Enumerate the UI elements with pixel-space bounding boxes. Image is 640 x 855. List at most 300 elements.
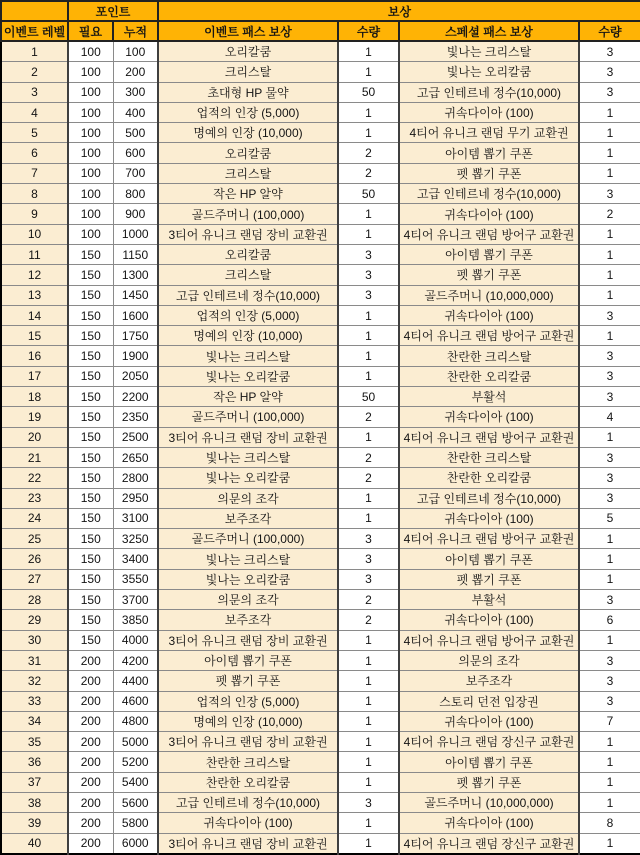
level-cell: 3 xyxy=(1,82,68,102)
points-need-cell: 100 xyxy=(68,184,113,204)
points-cumulative-cell: 300 xyxy=(113,82,158,102)
table-header xyxy=(1,1,640,41)
points-cumulative-cell: 1450 xyxy=(113,285,158,305)
points-need-cell: 200 xyxy=(68,813,113,833)
column-header-row xyxy=(1,21,640,41)
special-qty-cell: 1 xyxy=(579,123,640,143)
event-qty-cell: 2 xyxy=(338,468,399,488)
event-qty-cell: 1 xyxy=(338,326,399,346)
points-need-cell: 150 xyxy=(68,630,113,650)
event-reward-cell: 작은 HP 알약 xyxy=(158,387,338,407)
level-cell: 9 xyxy=(1,204,68,224)
event-reward-cell: 업적의 인장 (5,000) xyxy=(158,305,338,325)
special-reward-cell: 찬란한 오리칼쿰 xyxy=(399,366,579,386)
event-reward-cell: 3티어 유니크 랜덤 장비 교환권 xyxy=(158,630,338,650)
points-cumulative-cell: 500 xyxy=(113,123,158,143)
level-cell: 26 xyxy=(1,549,68,569)
special-qty-cell: 1 xyxy=(579,285,640,305)
special-reward-cell: 펫 뽑기 쿠폰 xyxy=(399,569,579,589)
table-row xyxy=(1,732,640,752)
event-reward-cell: 명예의 인장 (10,000) xyxy=(158,711,338,731)
points-need-cell: 150 xyxy=(68,508,113,528)
points-cumulative-cell: 1600 xyxy=(113,305,158,325)
special-reward-cell: 펫 뽑기 쿠폰 xyxy=(399,163,579,183)
event-reward-cell: 업적의 인장 (5,000) xyxy=(158,691,338,711)
event-reward-cell: 3티어 유니크 랜덤 장비 교환권 xyxy=(158,833,338,854)
special-qty-cell: 1 xyxy=(579,244,640,264)
event-reward-cell: 3티어 유니크 랜덤 장비 교환권 xyxy=(158,224,338,244)
points-need-cell: 200 xyxy=(68,752,113,772)
special-qty-cell: 1 xyxy=(579,792,640,812)
points-need-cell: 100 xyxy=(68,204,113,224)
points-need-cell: 150 xyxy=(68,590,113,610)
special-qty-cell: 3 xyxy=(579,82,640,102)
table-row xyxy=(1,671,640,691)
points-cumulative-cell: 1750 xyxy=(113,326,158,346)
special-reward-cell: 귀속다이아 (100) xyxy=(399,102,579,122)
table-row xyxy=(1,610,640,630)
level-cell: 40 xyxy=(1,833,68,854)
table-row xyxy=(1,691,640,711)
special-reward-cell: 빛나는 오리칼쿰 xyxy=(399,62,579,82)
points-cumulative-cell: 700 xyxy=(113,163,158,183)
special-reward-cell: 귀속다이아 (100) xyxy=(399,610,579,630)
event-reward-cell: 초대형 HP 물약 xyxy=(158,82,338,102)
event-qty-cell: 3 xyxy=(338,244,399,264)
special-qty-cell: 7 xyxy=(579,711,640,731)
event-reward-cell: 고급 인테르네 정수(10,000) xyxy=(158,792,338,812)
special-reward-cell: 펫 뽑기 쿠폰 xyxy=(399,265,579,285)
points-cumulative-cell: 1150 xyxy=(113,244,158,264)
table-row xyxy=(1,346,640,366)
event-qty-cell: 3 xyxy=(338,549,399,569)
points-cumulative-cell: 4400 xyxy=(113,671,158,691)
group-header-row xyxy=(1,1,640,21)
special-reward-cell: 귀속다이아 (100) xyxy=(399,508,579,528)
points-cumulative-cell: 1000 xyxy=(113,224,158,244)
table-row xyxy=(1,82,640,102)
special-qty-cell: 1 xyxy=(579,224,640,244)
event-qty-cell: 1 xyxy=(338,123,399,143)
event-qty-cell: 1 xyxy=(338,204,399,224)
event-reward-cell: 찬란한 크리스탈 xyxy=(158,752,338,772)
event-reward-cell: 골드주머니 (100,000) xyxy=(158,204,338,224)
points-need-cell: 200 xyxy=(68,792,113,812)
table-row xyxy=(1,326,640,346)
points-need-cell: 150 xyxy=(68,529,113,549)
event-qty-cell: 1 xyxy=(338,346,399,366)
special-qty-cell: 3 xyxy=(579,305,640,325)
event-qty-cell: 1 xyxy=(338,813,399,833)
level-cell: 8 xyxy=(1,184,68,204)
points-cumulative-cell: 2200 xyxy=(113,387,158,407)
event-reward-cell: 크리스탈 xyxy=(158,163,338,183)
points-need-cell: 200 xyxy=(68,711,113,731)
special-qty-cell: 1 xyxy=(579,163,640,183)
special-reward-cell: 고급 인테르네 정수(10,000) xyxy=(399,488,579,508)
special-qty-cell: 3 xyxy=(579,468,640,488)
special-reward-cell: 4티어 유니크 랜덤 방어구 교환권 xyxy=(399,326,579,346)
table-row xyxy=(1,529,640,549)
event-qty-cell: 50 xyxy=(338,82,399,102)
special-qty-cell: 3 xyxy=(579,488,640,508)
special-reward-cell: 4티어 유니크 랜덤 장신구 교환권 xyxy=(399,732,579,752)
points-need-cell: 150 xyxy=(68,427,113,447)
special-qty-cell: 1 xyxy=(579,833,640,854)
points-cumulative-cell: 2950 xyxy=(113,488,158,508)
event-qty-cell: 1 xyxy=(338,772,399,792)
table-row xyxy=(1,549,640,569)
event-reward-cell: 3티어 유니크 랜덤 장비 교환권 xyxy=(158,427,338,447)
special-reward-cell: 아이템 뽑기 쿠폰 xyxy=(399,143,579,163)
points-need-cell: 100 xyxy=(68,62,113,82)
points-need-cell: 150 xyxy=(68,468,113,488)
special-reward-cell: 찬란한 크리스탈 xyxy=(399,447,579,467)
table-row xyxy=(1,508,640,528)
points-cumulative-cell: 800 xyxy=(113,184,158,204)
level-cell: 34 xyxy=(1,711,68,731)
event-reward-cell: 빛나는 오리칼쿰 xyxy=(158,569,338,589)
event-qty-cell: 1 xyxy=(338,102,399,122)
level-cell: 16 xyxy=(1,346,68,366)
points-need-cell: 150 xyxy=(68,569,113,589)
level-cell: 12 xyxy=(1,265,68,285)
event-reward-cell: 빛나는 크리스탈 xyxy=(158,346,338,366)
event-reward-cell: 오리칼쿰 xyxy=(158,244,338,264)
points-cumulative-cell: 1300 xyxy=(113,265,158,285)
table-row xyxy=(1,62,640,82)
level-cell: 36 xyxy=(1,752,68,772)
event-qty-cell: 1 xyxy=(338,833,399,854)
event-qty-cell: 1 xyxy=(338,650,399,670)
level-cell: 35 xyxy=(1,732,68,752)
level-cell: 24 xyxy=(1,508,68,528)
points-cumulative-cell: 3550 xyxy=(113,569,158,589)
points-cumulative-cell: 1900 xyxy=(113,346,158,366)
special-reward-cell: 고급 인테르네 정수(10,000) xyxy=(399,82,579,102)
event-reward-cell: 오리칼쿰 xyxy=(158,41,338,62)
event-qty-cell: 1 xyxy=(338,427,399,447)
event-qty-cell: 1 xyxy=(338,41,399,62)
points-need-cell: 150 xyxy=(68,366,113,386)
table-row xyxy=(1,792,640,812)
points-need-cell: 200 xyxy=(68,691,113,711)
points-need-cell: 100 xyxy=(68,82,113,102)
level-cell: 33 xyxy=(1,691,68,711)
special-reward-cell: 아이템 뽑기 쿠폰 xyxy=(399,752,579,772)
col-header-cumulative: 누적 xyxy=(113,21,158,41)
event-reward-cell: 빛나는 크리스탈 xyxy=(158,549,338,569)
table-row xyxy=(1,224,640,244)
points-need-cell: 200 xyxy=(68,732,113,752)
points-cumulative-cell: 4600 xyxy=(113,691,158,711)
event-qty-cell: 50 xyxy=(338,387,399,407)
event-reward-cell: 찬란한 오리칼쿰 xyxy=(158,772,338,792)
points-cumulative-cell: 900 xyxy=(113,204,158,224)
special-qty-cell: 1 xyxy=(579,427,640,447)
table-row xyxy=(1,650,640,670)
level-cell: 39 xyxy=(1,813,68,833)
event-reward-cell: 골드주머니 (100,000) xyxy=(158,529,338,549)
points-cumulative-cell: 3850 xyxy=(113,610,158,630)
event-qty-cell: 1 xyxy=(338,366,399,386)
points-need-cell: 150 xyxy=(68,285,113,305)
table-row xyxy=(1,305,640,325)
special-qty-cell: 1 xyxy=(579,732,640,752)
points-cumulative-cell: 200 xyxy=(113,62,158,82)
event-qty-cell: 3 xyxy=(338,529,399,549)
special-reward-cell: 귀속다이아 (100) xyxy=(399,204,579,224)
special-qty-cell: 3 xyxy=(579,41,640,62)
points-cumulative-cell: 600 xyxy=(113,143,158,163)
level-cell: 17 xyxy=(1,366,68,386)
special-reward-cell: 스토리 던전 입장권 xyxy=(399,691,579,711)
special-qty-cell: 3 xyxy=(579,650,640,670)
table-row xyxy=(1,752,640,772)
special-qty-cell: 4 xyxy=(579,407,640,427)
special-reward-cell: 펫 뽑기 쿠폰 xyxy=(399,772,579,792)
event-reward-cell: 크리스탈 xyxy=(158,62,338,82)
points-need-cell: 150 xyxy=(68,387,113,407)
points-cumulative-cell: 2500 xyxy=(113,427,158,447)
special-qty-cell: 3 xyxy=(579,447,640,467)
event-reward-cell: 명예의 인장 (10,000) xyxy=(158,326,338,346)
level-cell: 25 xyxy=(1,529,68,549)
level-cell: 23 xyxy=(1,488,68,508)
table-row xyxy=(1,204,640,224)
special-reward-cell: 4티어 유니크 랜덤 방어구 교환권 xyxy=(399,427,579,447)
table-row xyxy=(1,468,640,488)
table-row xyxy=(1,407,640,427)
event-qty-cell: 2 xyxy=(338,447,399,467)
points-cumulative-cell: 400 xyxy=(113,102,158,122)
points-need-cell: 150 xyxy=(68,265,113,285)
points-need-cell: 200 xyxy=(68,772,113,792)
event-reward-cell: 의문의 조각 xyxy=(158,590,338,610)
points-need-cell: 100 xyxy=(68,143,113,163)
special-reward-cell: 귀속다이아 (100) xyxy=(399,305,579,325)
reward-table-body xyxy=(1,41,640,854)
special-reward-cell: 4티어 유니크 랜덤 방어구 교환권 xyxy=(399,529,579,549)
col-header-need: 필요 xyxy=(68,21,113,41)
points-need-cell: 150 xyxy=(68,447,113,467)
event-qty-cell: 2 xyxy=(338,143,399,163)
event-qty-cell: 1 xyxy=(338,508,399,528)
level-cell: 28 xyxy=(1,590,68,610)
points-need-cell: 150 xyxy=(68,244,113,264)
level-cell: 38 xyxy=(1,792,68,812)
special-qty-cell: 1 xyxy=(579,569,640,589)
points-need-cell: 200 xyxy=(68,671,113,691)
table-row xyxy=(1,711,640,731)
special-qty-cell: 6 xyxy=(579,610,640,630)
special-reward-cell: 아이템 뽑기 쿠폰 xyxy=(399,244,579,264)
level-cell: 21 xyxy=(1,447,68,467)
event-qty-cell: 1 xyxy=(338,671,399,691)
points-cumulative-cell: 6000 xyxy=(113,833,158,854)
event-reward-cell: 업적의 인장 (5,000) xyxy=(158,102,338,122)
table-row xyxy=(1,163,640,183)
points-cumulative-cell: 5000 xyxy=(113,732,158,752)
special-qty-cell: 1 xyxy=(579,529,640,549)
table-row xyxy=(1,102,640,122)
special-reward-cell: 귀속다이아 (100) xyxy=(399,813,579,833)
table-row xyxy=(1,833,640,854)
level-cell: 11 xyxy=(1,244,68,264)
special-qty-cell: 3 xyxy=(579,671,640,691)
special-reward-cell: 부활석 xyxy=(399,387,579,407)
special-qty-cell: 1 xyxy=(579,630,640,650)
event-reward-cell: 작은 HP 알약 xyxy=(158,184,338,204)
points-cumulative-cell: 3100 xyxy=(113,508,158,528)
level-cell: 10 xyxy=(1,224,68,244)
special-reward-cell: 부활석 xyxy=(399,590,579,610)
special-reward-cell: 골드주머니 (10,000,000) xyxy=(399,792,579,812)
table-row xyxy=(1,184,640,204)
special-qty-cell: 3 xyxy=(579,184,640,204)
points-cumulative-cell: 5800 xyxy=(113,813,158,833)
level-cell: 19 xyxy=(1,407,68,427)
level-cell: 30 xyxy=(1,630,68,650)
points-need-cell: 150 xyxy=(68,305,113,325)
points-cumulative-cell: 4000 xyxy=(113,630,158,650)
points-need-cell: 150 xyxy=(68,610,113,630)
points-cumulative-cell: 3700 xyxy=(113,590,158,610)
event-qty-cell: 2 xyxy=(338,590,399,610)
event-qty-cell: 1 xyxy=(338,224,399,244)
event-reward-cell: 보주조각 xyxy=(158,610,338,630)
rewards-group-header: 보상 xyxy=(158,1,640,21)
event-qty-cell: 3 xyxy=(338,792,399,812)
event-reward-cell: 펫 뽑기 쿠폰 xyxy=(158,671,338,691)
event-qty-cell: 3 xyxy=(338,285,399,305)
event-qty-cell: 3 xyxy=(338,569,399,589)
event-qty-cell: 1 xyxy=(338,732,399,752)
table-row xyxy=(1,630,640,650)
special-qty-cell: 3 xyxy=(579,691,640,711)
table-row xyxy=(1,265,640,285)
level-cell: 4 xyxy=(1,102,68,122)
points-cumulative-cell: 5600 xyxy=(113,792,158,812)
event-qty-cell: 1 xyxy=(338,752,399,772)
special-reward-cell: 4티어 유니크 랜덤 무기 교환권 xyxy=(399,123,579,143)
event-qty-cell: 1 xyxy=(338,305,399,325)
col-header-special-reward: 스페셜 패스 보상 xyxy=(399,21,579,41)
special-reward-cell: 귀속다이아 (100) xyxy=(399,711,579,731)
points-cumulative-cell: 3400 xyxy=(113,549,158,569)
points-cumulative-cell: 2650 xyxy=(113,447,158,467)
points-need-cell: 150 xyxy=(68,326,113,346)
table-row xyxy=(1,244,640,264)
event-reward-cell: 명예의 인장 (10,000) xyxy=(158,123,338,143)
level-cell: 27 xyxy=(1,569,68,589)
special-reward-cell: 찬란한 오리칼쿰 xyxy=(399,468,579,488)
special-reward-cell: 빛나는 크리스탈 xyxy=(399,41,579,62)
special-reward-cell: 고급 인테르네 정수(10,000) xyxy=(399,184,579,204)
special-qty-cell: 1 xyxy=(579,772,640,792)
table-row xyxy=(1,427,640,447)
special-qty-cell: 3 xyxy=(579,366,640,386)
level-cell: 37 xyxy=(1,772,68,792)
event-qty-cell: 2 xyxy=(338,163,399,183)
col-header-event-reward: 이벤트 패스 보상 xyxy=(158,21,338,41)
table-row xyxy=(1,590,640,610)
event-reward-cell: 귀속다이아 (100) xyxy=(158,813,338,833)
event-qty-cell: 2 xyxy=(338,610,399,630)
col-header-event-qty: 수량 xyxy=(338,21,399,41)
points-cumulative-cell: 5200 xyxy=(113,752,158,772)
table-row xyxy=(1,488,640,508)
points-cumulative-cell: 3250 xyxy=(113,529,158,549)
table-row xyxy=(1,387,640,407)
points-need-cell: 100 xyxy=(68,123,113,143)
points-need-cell: 100 xyxy=(68,163,113,183)
event-reward-cell: 3티어 유니크 랜덤 장비 교환권 xyxy=(158,732,338,752)
table-row xyxy=(1,772,640,792)
event-reward-cell: 빛나는 크리스탈 xyxy=(158,447,338,467)
points-cumulative-cell: 2800 xyxy=(113,468,158,488)
level-cell: 6 xyxy=(1,143,68,163)
event-qty-cell: 1 xyxy=(338,711,399,731)
table-row xyxy=(1,366,640,386)
level-cell: 29 xyxy=(1,610,68,630)
special-qty-cell: 5 xyxy=(579,508,640,528)
special-reward-cell: 4티어 유니크 랜덤 방어구 교환권 xyxy=(399,224,579,244)
event-qty-cell: 2 xyxy=(338,407,399,427)
special-qty-cell: 1 xyxy=(579,752,640,772)
points-need-cell: 100 xyxy=(68,102,113,122)
event-reward-cell: 크리스탈 xyxy=(158,265,338,285)
table-row xyxy=(1,569,640,589)
level-cell: 15 xyxy=(1,326,68,346)
points-need-cell: 150 xyxy=(68,346,113,366)
points-group-header: 포인트 xyxy=(68,1,158,21)
table-row xyxy=(1,41,640,62)
event-reward-cell: 보주조각 xyxy=(158,508,338,528)
points-cumulative-cell: 4200 xyxy=(113,650,158,670)
level-cell: 32 xyxy=(1,671,68,691)
special-qty-cell: 1 xyxy=(579,143,640,163)
level-cell: 14 xyxy=(1,305,68,325)
event-qty-cell: 50 xyxy=(338,184,399,204)
special-reward-cell: 4티어 유니크 랜덤 방어구 교환권 xyxy=(399,630,579,650)
points-need-cell: 100 xyxy=(68,41,113,62)
table-row xyxy=(1,447,640,467)
points-cumulative-cell: 5400 xyxy=(113,772,158,792)
level-cell: 2 xyxy=(1,62,68,82)
special-reward-cell: 4티어 유니크 랜덤 장신구 교환권 xyxy=(399,833,579,854)
event-reward-cell: 골드주머니 (100,000) xyxy=(158,407,338,427)
event-qty-cell: 3 xyxy=(338,265,399,285)
level-cell: 31 xyxy=(1,650,68,670)
event-qty-cell: 1 xyxy=(338,488,399,508)
event-reward-cell: 오리칼쿰 xyxy=(158,143,338,163)
points-need-cell: 150 xyxy=(68,488,113,508)
corner-cell xyxy=(1,1,68,21)
special-qty-cell: 1 xyxy=(579,265,640,285)
points-need-cell: 150 xyxy=(68,549,113,569)
level-cell: 5 xyxy=(1,123,68,143)
event-reward-cell: 빛나는 오리칼쿰 xyxy=(158,468,338,488)
special-reward-cell: 귀속다이아 (100) xyxy=(399,407,579,427)
event-reward-cell: 빛나는 오리칼쿰 xyxy=(158,366,338,386)
event-reward-cell: 의문의 조각 xyxy=(158,488,338,508)
points-cumulative-cell: 2050 xyxy=(113,366,158,386)
special-qty-cell: 3 xyxy=(579,346,640,366)
level-cell: 20 xyxy=(1,427,68,447)
special-qty-cell: 2 xyxy=(579,204,640,224)
special-reward-cell: 아이템 뽑기 쿠폰 xyxy=(399,549,579,569)
